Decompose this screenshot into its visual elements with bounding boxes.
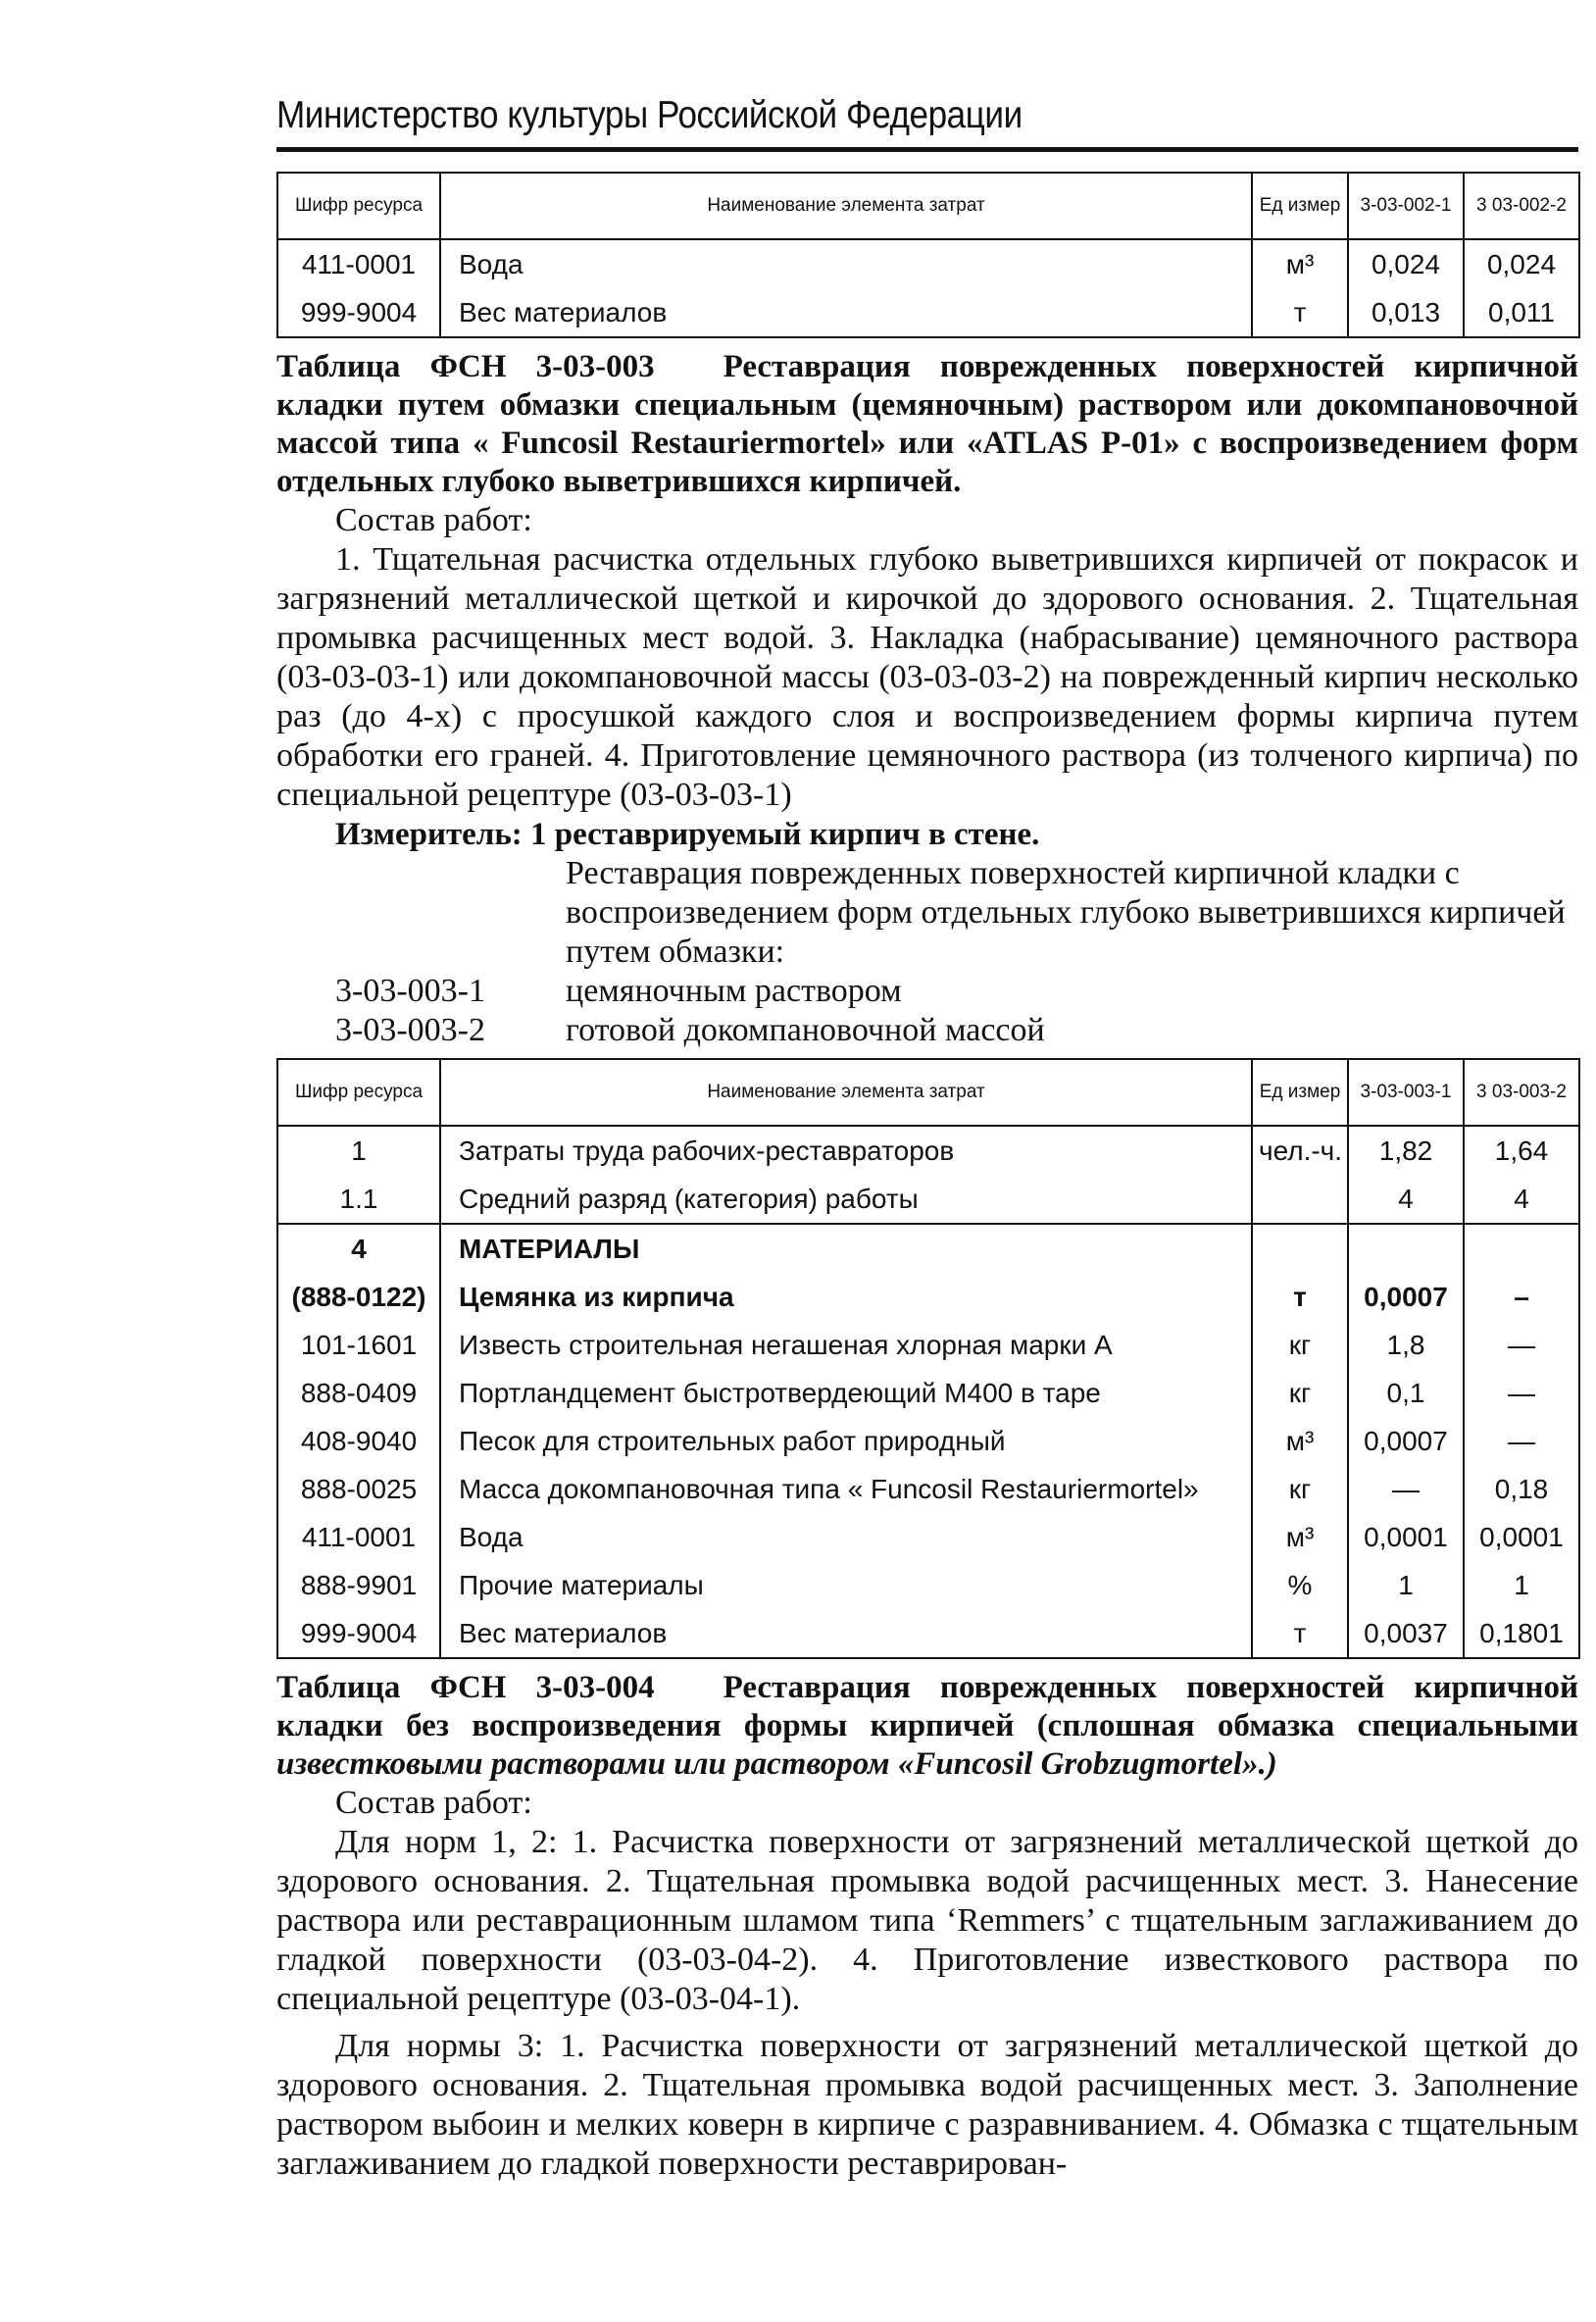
cell-unit: м³ <box>1252 239 1348 288</box>
section-title-italic: известковыми растворами или раствором «Funcosil Grobzugmortel».) <box>276 1746 1277 1782</box>
cell-code: 101-1601 <box>277 1321 440 1369</box>
spacer <box>276 2019 1578 2027</box>
cell-code: (888-0122) <box>277 1273 440 1321</box>
variant-code: 3-03-003-1 <box>335 973 485 1009</box>
cell-name: Затраты труда рабочих-реставраторов <box>440 1126 1252 1175</box>
cell-code: 4 <box>277 1224 440 1273</box>
cell-value-1: 0,0037 <box>1348 1609 1464 1658</box>
cell-value-1: 0,013 <box>1348 288 1464 337</box>
cell-value-2: 0,18 <box>1464 1465 1579 1513</box>
variant-item <box>276 972 1578 1011</box>
cell-name: Вода <box>440 239 1252 288</box>
variant-item <box>276 1011 1578 1050</box>
cell-name: МАТЕРИАЛЫ <box>440 1224 1252 1273</box>
cell-code: 999-9004 <box>277 288 440 337</box>
table-header-row <box>277 1059 1579 1126</box>
cell-value-1: 0,0007 <box>1348 1417 1464 1465</box>
measure-unit: Измеритель: 1 реставрируемый кирпич в стене. <box>335 817 1040 852</box>
cell-value-1: 1,82 <box>1348 1126 1464 1175</box>
table-row <box>277 1224 1579 1273</box>
running-header: Министерство культуры Российской Федерации <box>276 94 1022 136</box>
cell-value-2: — <box>1464 1369 1579 1417</box>
cell-code: 408-9040 <box>277 1417 440 1465</box>
cell-code: 999-9004 <box>277 1609 440 1658</box>
cell-value-2: 1,64 <box>1464 1126 1579 1175</box>
table-row <box>277 288 1579 337</box>
table-header-row <box>277 173 1579 239</box>
header-col1: 3-03-003-1 <box>1348 1059 1464 1126</box>
cell-name: Масса докомпановочная типа « Funcosil Restauriermortel» <box>440 1465 1252 1513</box>
table-row <box>277 1609 1579 1658</box>
header-rule <box>276 147 1578 152</box>
table-row <box>277 1273 1579 1321</box>
table-row <box>277 1465 1579 1513</box>
variants-intro: Реставрация поврежденных поверхностей кирпичной кладки с воспроизведением форм отдельных глубоко выветрившихся кирпичей путем обмазки: <box>566 855 1566 970</box>
cell-value-2: 0,0001 <box>1464 1513 1579 1561</box>
section-heading-003 <box>276 348 1578 501</box>
cell-value-2: — <box>1464 1417 1579 1465</box>
cell-code: 1.1 <box>277 1175 440 1224</box>
table-row <box>277 1175 1579 1224</box>
cell-value-2: 0,024 <box>1464 239 1579 288</box>
header-col1: 3-03-002-1 <box>1348 173 1464 239</box>
header-col2: 3 03-002-2 <box>1464 173 1579 239</box>
cell-name: Средний разряд (категория) работы <box>440 1175 1252 1224</box>
cell-code: 888-0409 <box>277 1369 440 1417</box>
header-name: Наименование элемента затрат <box>440 1059 1252 1126</box>
cell-value-2 <box>1464 1224 1579 1273</box>
cell-name: Известь строительная негашеная хлорная марки А <box>440 1321 1252 1369</box>
cell-unit: т <box>1252 288 1348 337</box>
variant-code: 3-03-003-2 <box>335 1012 485 1048</box>
table-row <box>277 1561 1579 1609</box>
cell-value-2: 4 <box>1464 1175 1579 1224</box>
document-page <box>276 94 1578 2184</box>
cell-unit: кг <box>1252 1369 1348 1417</box>
cell-value-2: 1 <box>1464 1561 1579 1609</box>
table-row <box>277 239 1579 288</box>
cell-name: Вес материалов <box>440 1609 1252 1658</box>
cell-value-1: 4 <box>1348 1175 1464 1224</box>
cell-name: Цемянка из кирпича <box>440 1273 1252 1321</box>
works-label: Состав работ: <box>335 502 532 538</box>
section-code: Таблица ФСН 3-03-004 <box>276 1670 655 1705</box>
cell-value-1: 1 <box>1348 1561 1464 1609</box>
header-col2: 3 03-003-2 <box>1464 1059 1579 1126</box>
cell-unit: чел.-ч. <box>1252 1126 1348 1175</box>
works-label: Состав работ: <box>335 1785 532 1821</box>
table-row <box>277 1126 1579 1175</box>
table-row <box>277 1513 1579 1561</box>
works-paragraph-1: Для норм 1, 2: 1. Расчистка поверхности от загрязнений металлической щеткой до здорового основания. 2. Тщательная промывка водой расчищенных мест. 3. Нанесение раствора или реставрационным шламом типа ‘Remmers’ с тщательным заглаживанием до гладкой поверхности (03-03-04-2). 4. Приготовление известкового раствора по специальной рецептуре (03-03-04-1). <box>276 1824 1578 2017</box>
resource-table-002 <box>276 172 1580 338</box>
cell-value-1: 0,1 <box>1348 1369 1464 1417</box>
cell-unit: кг <box>1252 1321 1348 1369</box>
cell-code: 411-0001 <box>277 239 440 288</box>
section-title: Реставрация поврежденных поверхностей кирпичной кладки без воспроизведения формы кирпичей (сплошная обмазка специальными <box>276 1670 1578 1743</box>
cell-value-1: 0,0001 <box>1348 1513 1464 1561</box>
variant-text: цемяночным раствором <box>566 973 902 1009</box>
variants-block <box>276 854 1578 1050</box>
cell-code: 888-9901 <box>277 1561 440 1609</box>
works-paragraph-2: Для нормы 3: 1. Расчистка поверхности от загрязнений металлической щеткой до здорового основания. 2. Тщательная промывка водой расчищенных мест. 3. Заполнение раствором выбоин и мелких коверн в кирпиче с разравниванием. 4. Обмазка с тщательным заглаживанием до гладкой поверхности реставрирован- <box>276 2028 1578 2182</box>
cell-name: Песок для строительных работ природный <box>440 1417 1252 1465</box>
variant-text: готовой докомпановочной массой <box>566 1012 1045 1048</box>
header-code: Шифр ресурса <box>277 173 440 239</box>
cell-value-2: – <box>1464 1273 1579 1321</box>
section-heading-004 <box>276 1669 1578 1784</box>
cell-name: Вес материалов <box>440 288 1252 337</box>
cell-unit: кг <box>1252 1465 1348 1513</box>
cell-code: 1 <box>277 1126 440 1175</box>
cell-name: Вода <box>440 1513 1252 1561</box>
table-row <box>277 1321 1579 1369</box>
works-description: 1. Тщательная расчистка отдельных глубоко выветрившихся кирпичей от покрасок и загрязнений металлической щеткой и кирочкой до здорового основания. 2. Тщательная промывка расчищенных мест водой. 3. Накладка (набрасывание) цемяночного раствора (03-03-03-1) или докомпановочной массы (03-03-03-2) на поврежденный кирпич несколько раз (до 4-х) с просушкой каждого слоя и воспроизведением формы кирпича путем обработки его граней. 4. Приготовление цемяночного раствора (из толченого кирпича) по специальной рецептуре (03-03-03-1) <box>276 541 1578 813</box>
header-name: Наименование элемента затрат <box>440 173 1252 239</box>
cell-value-1: 1,8 <box>1348 1321 1464 1369</box>
cell-value-2: — <box>1464 1321 1579 1369</box>
cell-unit: м³ <box>1252 1513 1348 1561</box>
header-unit: Ед измер <box>1252 173 1348 239</box>
section-code: Таблица ФСН 3-03-003 <box>276 349 655 384</box>
cell-value-1: 0,0007 <box>1348 1273 1464 1321</box>
resource-table-003 <box>276 1058 1580 1659</box>
cell-unit <box>1252 1224 1348 1273</box>
cell-unit: т <box>1252 1609 1348 1658</box>
cell-unit: м³ <box>1252 1417 1348 1465</box>
cell-value-2: 0,1801 <box>1464 1609 1579 1658</box>
section-title: Реставрация поврежденных поверхностей кирпичной кладки путем обмазки специальным (цемяночным) раствором или докомпановочной массой типа « Funcosil Restauriermortel» или «ATLAS Р-01» с воспроизведением форм отдельных глубоко выветрившихся кирпичей. <box>276 349 1578 499</box>
cell-code: 411-0001 <box>277 1513 440 1561</box>
cell-unit: % <box>1252 1561 1348 1609</box>
header-code: Шифр ресурса <box>277 1059 440 1126</box>
cell-name: Портландцемент быстротвердеющий М400 в таре <box>440 1369 1252 1417</box>
table-row <box>277 1369 1579 1417</box>
header-unit: Ед измер <box>1252 1059 1348 1126</box>
cell-value-1 <box>1348 1224 1464 1273</box>
cell-unit: т <box>1252 1273 1348 1321</box>
cell-name: Прочие материалы <box>440 1561 1252 1609</box>
cell-value-2: 0,011 <box>1464 288 1579 337</box>
cell-value-1: 0,024 <box>1348 239 1464 288</box>
cell-unit <box>1252 1175 1348 1224</box>
cell-code: 888-0025 <box>277 1465 440 1513</box>
table-row <box>277 1417 1579 1465</box>
cell-value-1: — <box>1348 1465 1464 1513</box>
